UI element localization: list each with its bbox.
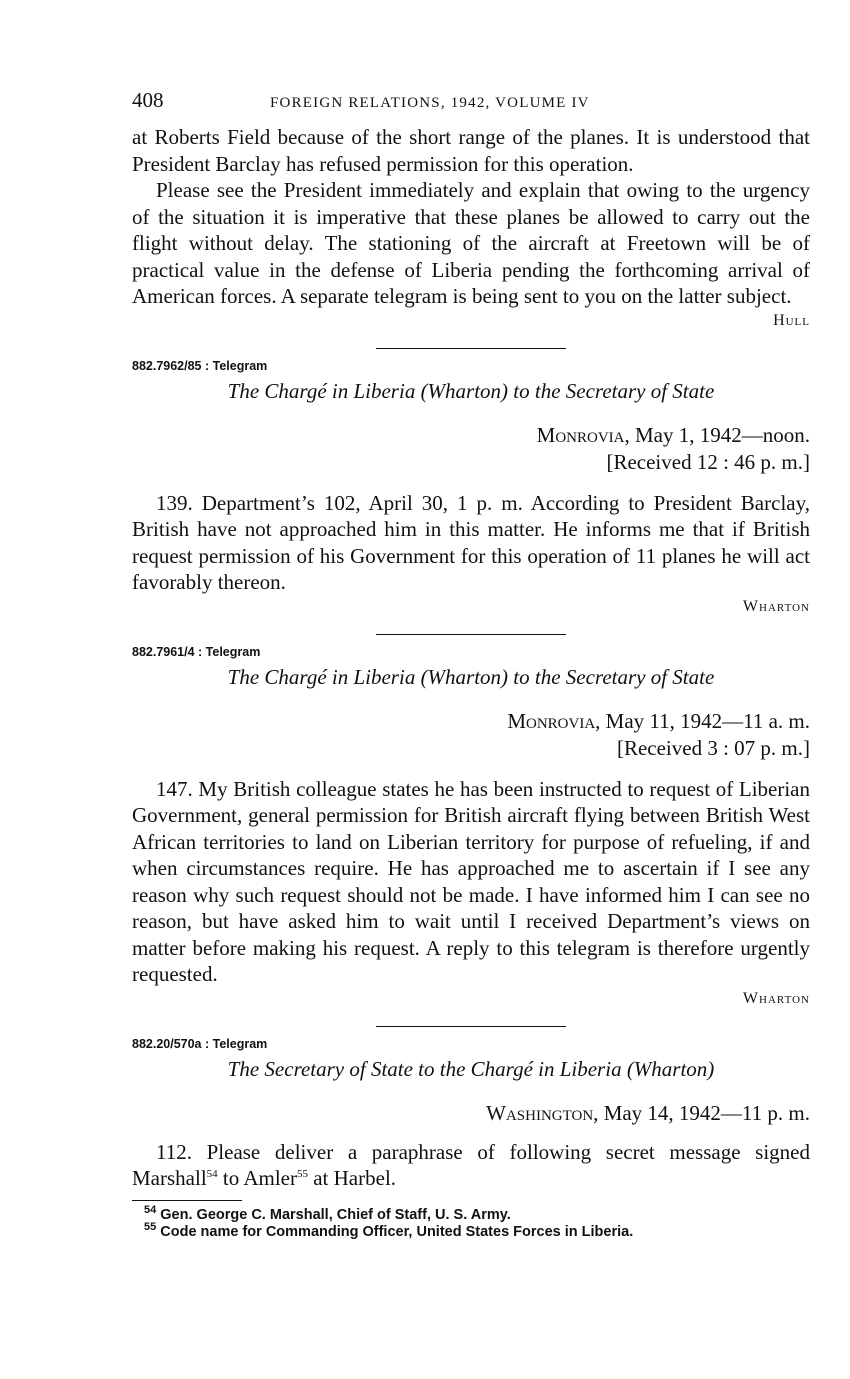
dateline-place: Monrovia, (536, 422, 630, 447)
telegram-heading: The Chargé in Liberia (Wharton) to the Secretary of State (227, 378, 715, 403)
dateline-date: May 11, 1942—11 a. m. (600, 708, 810, 733)
dateline-place: Monrovia, (507, 708, 601, 733)
received-line: [Received 3 : 07 p. m.] (616, 735, 810, 760)
signature-wharton: Wharton (742, 989, 810, 1007)
page-header (132, 88, 810, 118)
body-paragraph: 139. Department’s 102, April 30, 1 p. m. According to President Barclay, British have not approached him in this matter. He informs me that if British request permission of his Government for this operation of 11 planes he will act favorably thereon. (132, 490, 810, 594)
received-line: [Received 12 : 46 p. m.] (606, 449, 810, 474)
telegram-147 (132, 645, 810, 1008)
section-divider (376, 634, 566, 635)
telegram-heading: The Chargé in Liberia (Wharton) to the Secretary of State (227, 664, 715, 689)
document-page (132, 88, 810, 1241)
footnote-mark: 54 (206, 1168, 218, 1180)
signature-hull: Hull (773, 311, 810, 329)
page-number: 408 (132, 88, 164, 112)
file-reference: 882.7962/85 : Telegram (132, 358, 268, 373)
dateline (132, 708, 810, 735)
body-text-mid: to Amler (217, 1166, 297, 1190)
body-text-end: at Harbel. (307, 1166, 397, 1190)
footnote-divider (132, 1200, 242, 1201)
footnote-text: Gen. George C. Marshall, Chief of Staff, U. S. Army. (160, 1206, 511, 1223)
footnote-54 (132, 1203, 810, 1224)
signature-wharton: Wharton (742, 597, 810, 615)
body-text-start: 112. Please deliver a paraphrase of following secret message signed Marshall (132, 1139, 810, 1190)
body-paragraph (132, 1139, 810, 1192)
dateline-date: May 14, 1942—11 p. m. (598, 1100, 810, 1125)
footnote-mark: 55 (296, 1168, 308, 1180)
file-reference: 882.20/570a : Telegram (132, 1036, 268, 1051)
section-divider (376, 348, 566, 349)
telegram-139 (132, 359, 810, 616)
dateline (132, 1100, 810, 1127)
body-paragraph: Please see the President immediately and explain that owing to the urgency of the situation it is imperative that these planes be allowed to carry out the flight without delay. The stationing of the aircraft at Freetown will be of practical value in the defense of Liberia pending the forthcoming arrival of American forces. A separate telegram is being sent to you on the latter subject. (132, 178, 810, 308)
telegram-continued (132, 124, 810, 330)
telegram-heading: The Secretary of State to the Chargé in Liberia (Wharton) (227, 1056, 715, 1081)
footnote-text: Code name for Commanding Officer, United States Forces in Liberia. (160, 1223, 634, 1240)
footnote-55 (132, 1220, 810, 1241)
continued-paragraph: at Roberts Field because of the short range of the planes. It is understood that President Barclay has refused permission for this operation. (132, 125, 810, 176)
footnote-number: 54 (144, 1203, 157, 1216)
running-title: FOREIGN RELATIONS, 1942, VOLUME IV (270, 95, 590, 111)
footnotes (132, 1203, 810, 1241)
dateline (132, 422, 810, 449)
section-divider (376, 1026, 566, 1027)
telegram-112 (132, 1037, 810, 1192)
dateline-date: May 1, 1942—noon. (629, 422, 810, 447)
footnote-number: 55 (144, 1220, 157, 1233)
body-paragraph: 147. My British colleague states he has been instructed to request of Liberian Government, general permission for British aircraft flying between British West African territories to land on Liberian territory for purpose of refueling, if and when circumstances require. He has approached me to ascertain if I see any reason why such request should not be made. I have informed him I can see no reason, but have asked him to wait until I received Department’s views on matter before making his request. A reply to this telegram is therefore urgently requested. (132, 776, 810, 986)
dateline-place: Washington, (486, 1100, 599, 1125)
file-reference: 882.7961/4 : Telegram (132, 644, 261, 659)
